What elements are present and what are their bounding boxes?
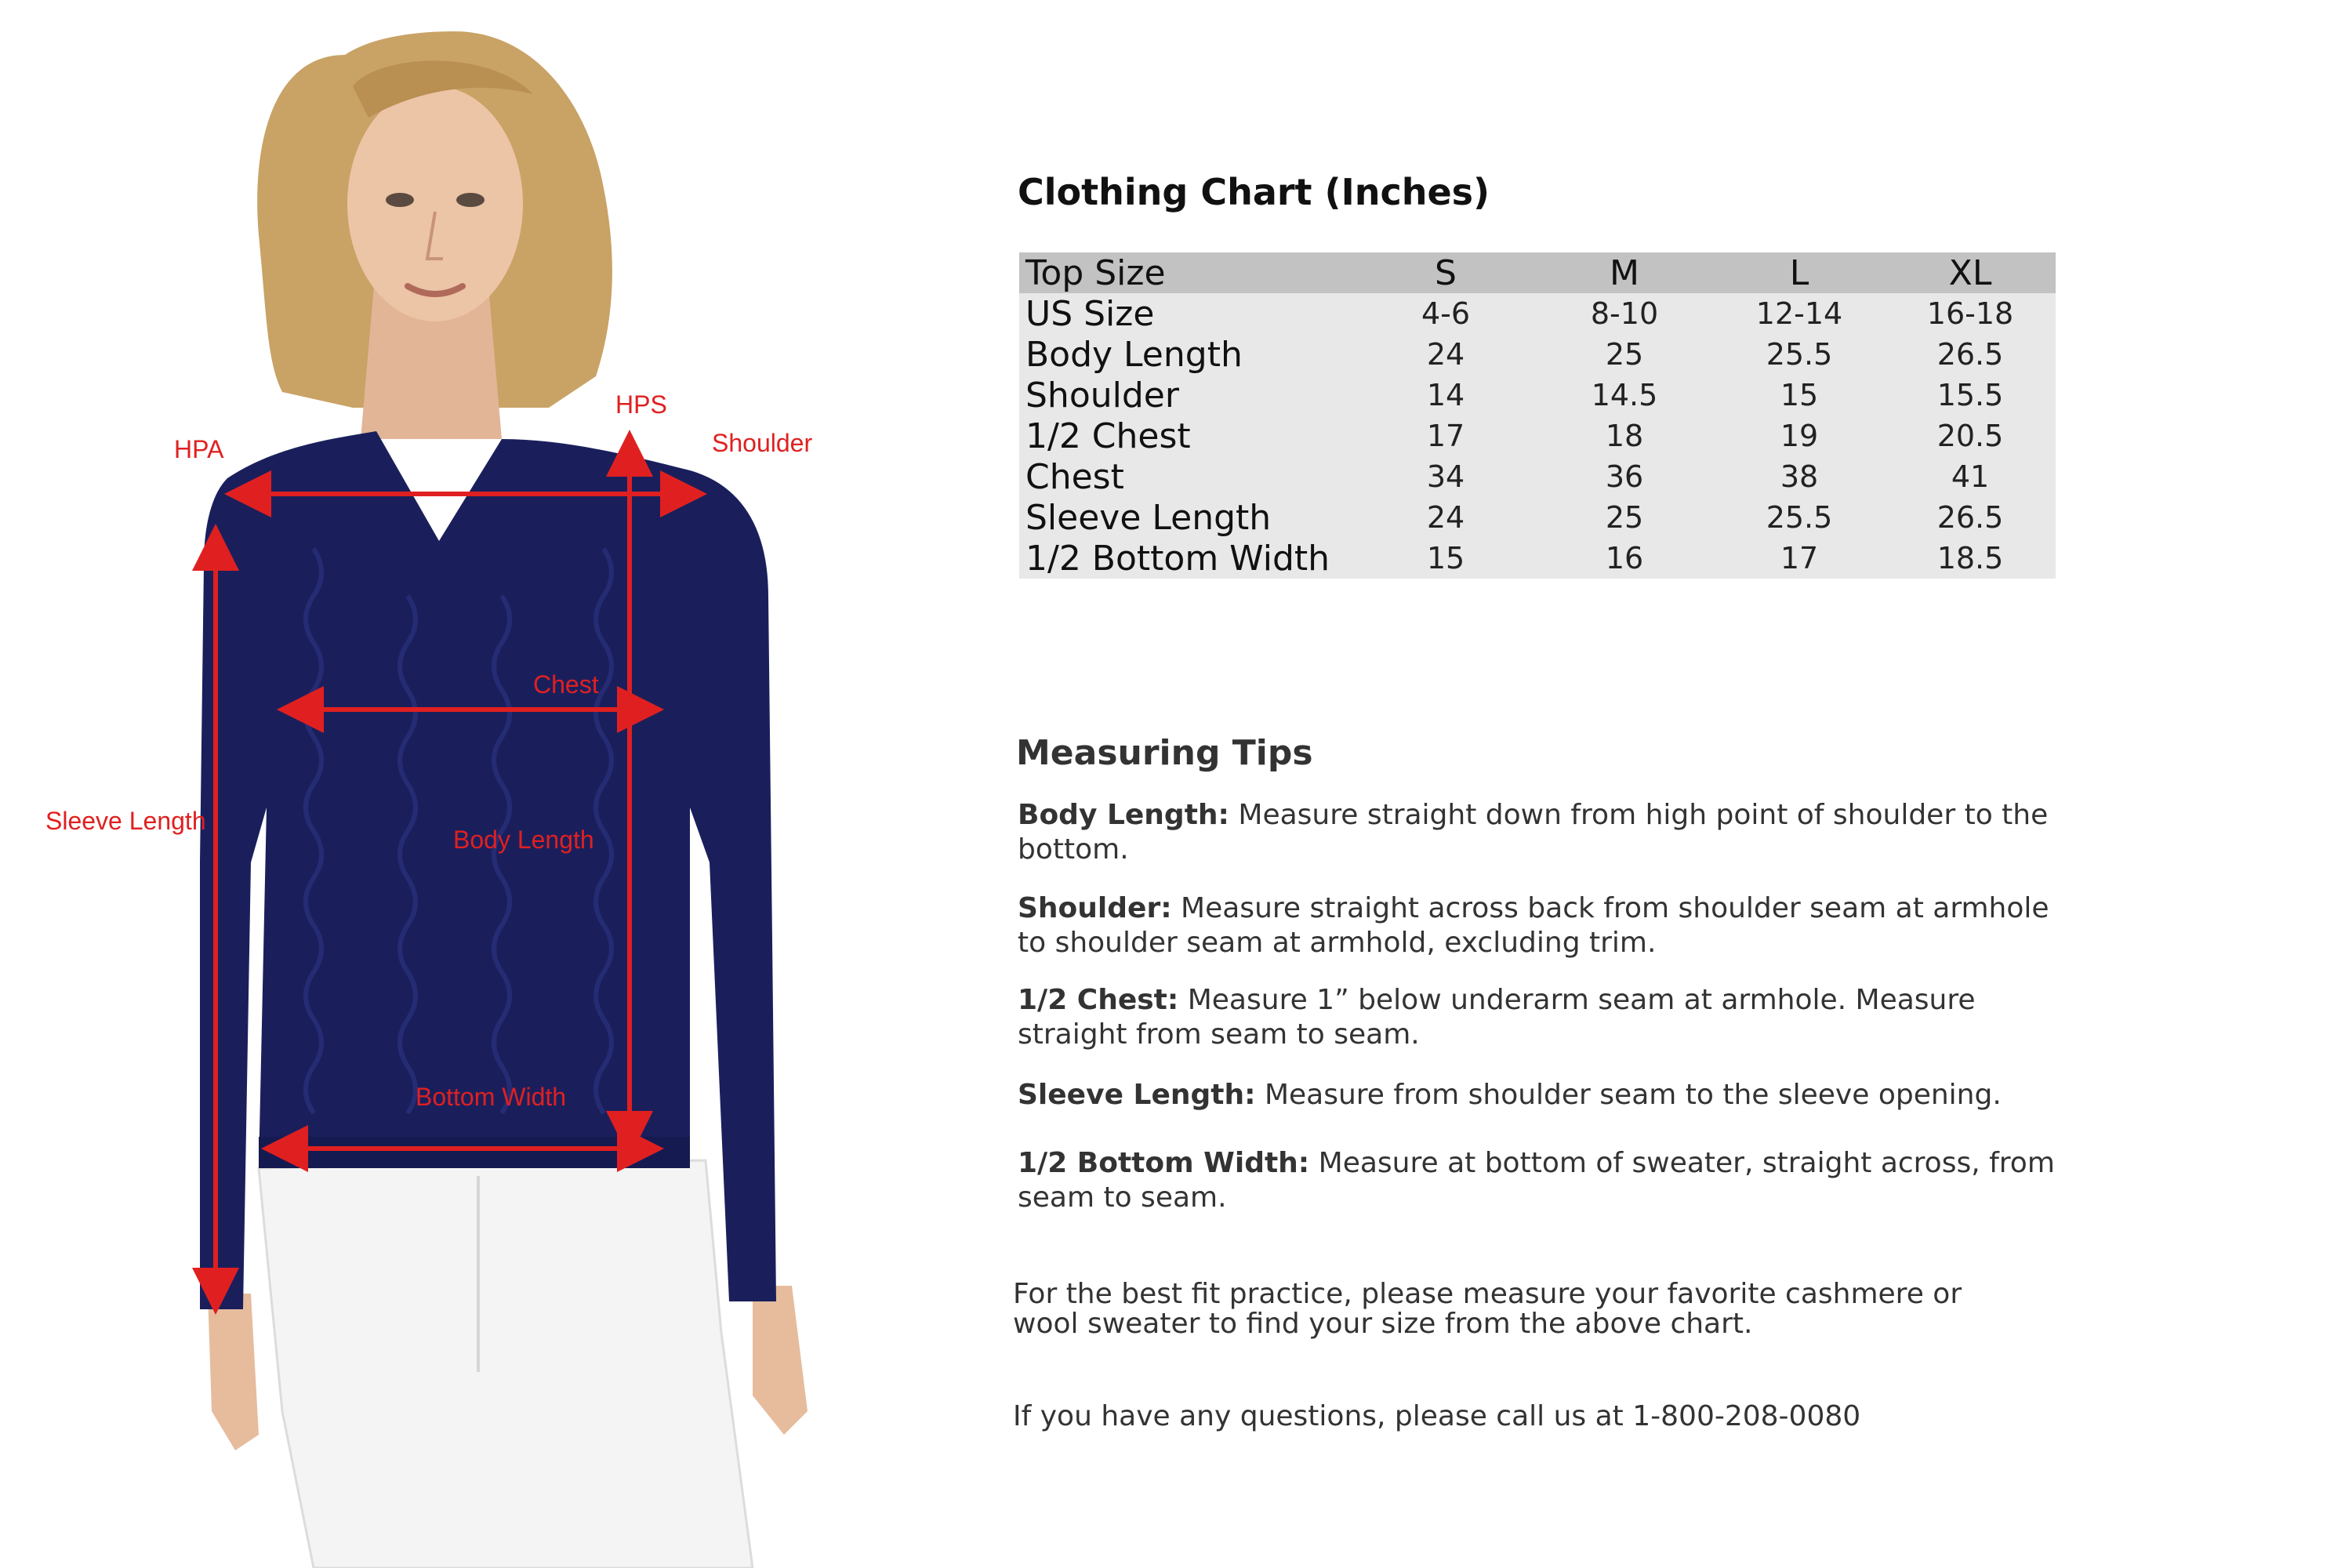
row-label: Sleeve Length — [1025, 497, 1272, 538]
left-eye — [386, 193, 414, 207]
contact-note: If you have any questions, please call us at 1-800-208-0080 — [1013, 1400, 1861, 1432]
hps-label: HPS — [615, 390, 667, 419]
tip-half-bottom-width — [1018, 1146, 2060, 1215]
ribbed-hem — [259, 1137, 690, 1168]
table-cell: 24 — [1426, 500, 1465, 535]
table-cell: 17 — [1426, 419, 1465, 453]
tip-body-length — [1018, 798, 2060, 867]
table-cell: 8-10 — [1590, 296, 1659, 331]
table-cell: 25 — [1605, 500, 1644, 535]
table-cell: 15 — [1426, 541, 1465, 575]
row-label: Chest — [1025, 456, 1124, 497]
right-hand — [753, 1286, 808, 1435]
tip-text: Measure from shoulder seam to the sleeve opening. — [1255, 1079, 2002, 1111]
table-row — [1019, 456, 2056, 497]
tip-half-chest — [1018, 983, 2060, 1052]
tip-text: Measure straight across back from shoulder seam at armhole to shoulder seam at armhold, excluding trim. — [1018, 892, 2049, 959]
measuring-tips-title: Measuring Tips — [1016, 733, 1313, 773]
table-row — [1019, 293, 2056, 334]
table-cell: 16-18 — [1926, 296, 2014, 331]
table-cell: 25.5 — [1766, 337, 1833, 372]
tip-sleeve-length — [1018, 1078, 2060, 1112]
tip-term: Body Length: — [1018, 799, 1229, 831]
header-size-s: S — [1356, 252, 1535, 293]
table-cell: 14.5 — [1591, 378, 1658, 412]
tip-text: Measure 1” below underarm seam at armhole. Measure straight from seam to seam. — [1018, 984, 1976, 1051]
shoulder-label: Shoulder — [712, 429, 813, 457]
table-cell: 41 — [1951, 459, 1990, 494]
row-label: Body Length — [1025, 334, 1243, 375]
row-label: 1/2 Bottom Width — [1025, 538, 1330, 579]
table-cell: 34 — [1426, 459, 1465, 494]
table-row — [1019, 538, 2056, 579]
model-figure — [0, 0, 862, 1568]
tip-shoulder — [1018, 891, 2060, 960]
tip-term: 1/2 Chest: — [1018, 984, 1179, 1016]
face — [347, 86, 523, 321]
table-cell: 18 — [1605, 419, 1644, 453]
row-label: Shoulder — [1025, 375, 1179, 416]
table-cell: 26.5 — [1936, 337, 2004, 372]
jeans — [259, 1160, 753, 1568]
hpa-label: HPA — [174, 435, 224, 463]
table-cell: 14 — [1426, 378, 1465, 412]
table-cell: 15.5 — [1936, 378, 2004, 412]
table-row — [1019, 497, 2056, 538]
chest-label: Chest — [533, 670, 599, 699]
row-label: 1/2 Chest — [1025, 416, 1191, 456]
table-cell: 16 — [1605, 541, 1644, 575]
size-chart-table — [1019, 252, 2056, 579]
tip-term: Sleeve Length: — [1018, 1079, 1256, 1111]
table-cell: 19 — [1780, 419, 1819, 453]
table-cell: 20.5 — [1936, 419, 2004, 453]
table-header-row — [1019, 252, 2056, 293]
table-cell: 38 — [1780, 459, 1819, 494]
header-size-xl: XL — [1885, 252, 2056, 293]
left-hand — [208, 1294, 259, 1450]
fit-note: For the best fit practice, please measure your favorite cashmere or wool sweater to find your size from the above chart. — [1013, 1278, 1962, 1340]
table-cell: 36 — [1605, 459, 1644, 494]
chart-title: Clothing Chart (Inches) — [1018, 171, 1490, 213]
tip-text: Measure at bottom of sweater, straight across, from seam to seam. — [1018, 1147, 2055, 1214]
table-cell: 17 — [1780, 541, 1819, 575]
header-top-size: Top Size — [1019, 252, 1356, 293]
tip-term: 1/2 Bottom Width: — [1018, 1147, 1310, 1179]
table-cell: 18.5 — [1936, 541, 2004, 575]
table-cell: 26.5 — [1936, 500, 2004, 535]
table-cell: 24 — [1426, 337, 1465, 372]
table-cell: 15 — [1780, 378, 1819, 412]
table-row — [1019, 375, 2056, 416]
header-size-l: L — [1714, 252, 1885, 293]
header-size-m: M — [1535, 252, 1714, 293]
table-cell: 25 — [1605, 337, 1644, 372]
sleeve-length-label: Sleeve Length — [45, 807, 206, 835]
row-label: US Size — [1025, 293, 1155, 334]
table-cell: 4-6 — [1421, 296, 1471, 331]
tip-term: Shoulder: — [1018, 892, 1172, 924]
table-cell: 12-14 — [1755, 296, 1843, 331]
right-eye — [456, 193, 485, 207]
table-row — [1019, 334, 2056, 375]
table-row — [1019, 416, 2056, 456]
bottom-width-label: Bottom Width — [416, 1083, 567, 1111]
body-length-label: Body Length — [453, 826, 594, 854]
sweater-measurement-illustration — [0, 0, 862, 1568]
tip-text: Measure straight down from high point of shoulder to the bottom. — [1018, 799, 2049, 866]
table-cell: 25.5 — [1766, 500, 1833, 535]
